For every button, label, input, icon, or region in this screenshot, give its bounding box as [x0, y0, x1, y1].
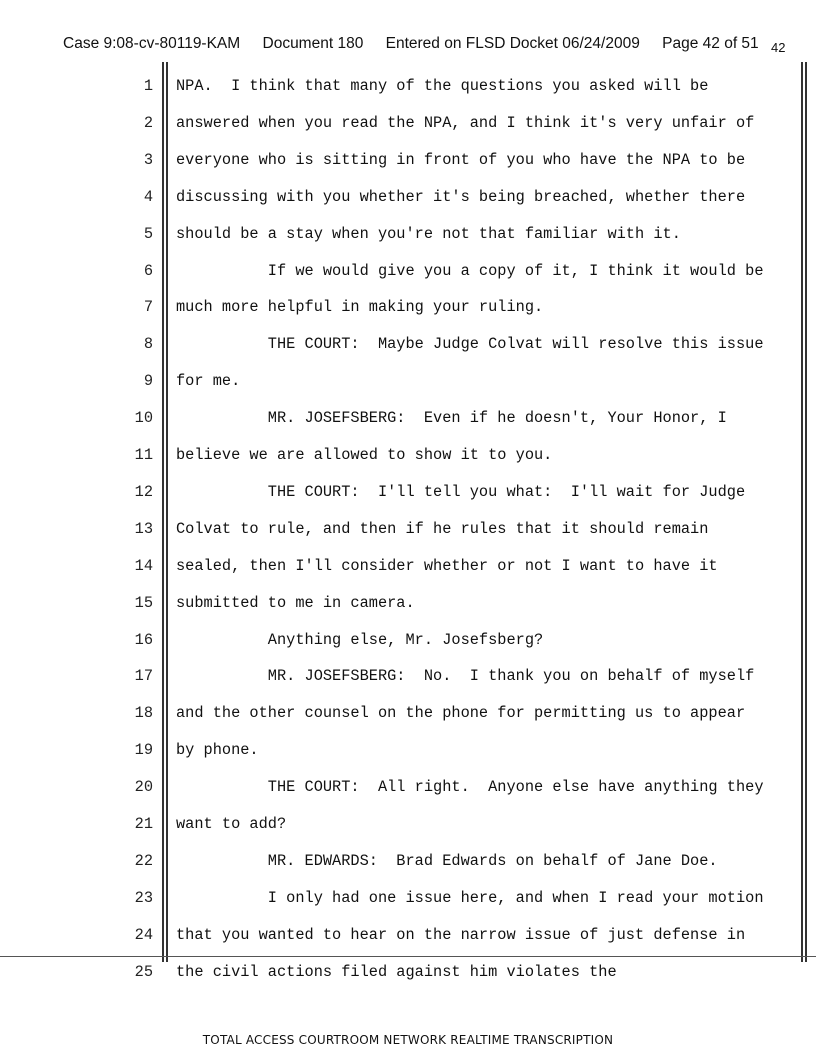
line-number: 15 [134, 593, 153, 612]
line-text: submitted to me in camera. [176, 593, 415, 612]
line-text: I only had one issue here, and when I read your motion [176, 888, 764, 907]
line-number: 4 [143, 187, 153, 206]
line-text: for me. [176, 372, 241, 391]
transcript-line [0, 917, 816, 954]
line-text: Anything else, Mr. Josefsberg? [176, 630, 544, 649]
transcript-line [0, 363, 816, 400]
line-text: sealed, then I'll consider whether or not I want to have it [176, 556, 718, 575]
document-number: Document 180 [262, 35, 364, 52]
transcript-line [0, 843, 816, 880]
line-number: 20 [134, 778, 153, 797]
transcript-line [0, 142, 816, 179]
line-number: 13 [134, 519, 153, 538]
line-number: 17 [134, 667, 153, 686]
line-text: and the other counsel on the phone for permitting us to appear [176, 704, 746, 723]
line-number: 22 [134, 851, 153, 870]
line-text: THE COURT: I'll tell you what: I'll wait for Judge [176, 482, 746, 501]
line-number: 11 [134, 446, 153, 464]
transcript-line [0, 695, 816, 732]
case-number: Case 9:08-cv-80119-KAM [63, 35, 241, 52]
line-text: NPA. I think that many of the questions you asked will be [176, 77, 709, 95]
line-number: 16 [134, 630, 153, 649]
line-text: everyone who is sitting in front of you who have the NPA to be [176, 150, 746, 169]
transcript-line [0, 105, 816, 142]
line-number: 12 [134, 482, 153, 501]
transcript-line [0, 732, 816, 769]
transcript-line [0, 437, 816, 474]
line-number: 23 [134, 888, 153, 907]
line-text: Colvat to rule, and then if he rules that it should remain [176, 519, 709, 538]
transcript-line [0, 585, 816, 622]
transcript-line [0, 658, 816, 695]
transcript-line [0, 954, 816, 991]
transcript-line [0, 806, 816, 843]
line-text: the civil actions filed against him violates the [176, 962, 617, 981]
line-number: 6 [143, 261, 153, 280]
line-number: 9 [143, 372, 153, 391]
line-text: MR. EDWARDS: Brad Edwards on behalf of Jane Doe. [176, 851, 718, 870]
transcript-line [0, 179, 816, 216]
line-number: 1 [143, 77, 153, 95]
line-number: 5 [143, 224, 153, 243]
line-text: THE COURT: All right. Anyone else have anything they [176, 778, 764, 797]
line-text: that you wanted to hear on the narrow issue of just defense in [176, 925, 746, 944]
docket-entry: Entered on FLSD Docket 06/24/2009 [385, 35, 640, 52]
docket-header [63, 35, 816, 53]
line-text: THE COURT: Maybe Judge Colvat will resolve this issue [176, 335, 764, 354]
transcript-line [0, 511, 816, 548]
line-number: 3 [143, 150, 153, 169]
transcript-footer: TOTAL ACCESS COURTROOM NETWORK REALTIME TRANSCRIPTION [202, 1033, 614, 1047]
transcript-line [0, 880, 816, 917]
line-text: MR. JOSEFSBERG: Even if he doesn't, Your Honor, I [176, 409, 727, 428]
transcript-line [0, 400, 816, 437]
transcript-line [0, 474, 816, 511]
line-text: should be a stay when you're not that familiar with it. [176, 224, 681, 243]
line-number: 21 [134, 815, 153, 833]
line-number: 8 [143, 335, 153, 354]
transcript-line [0, 769, 816, 806]
line-text: If we would give you a copy of it, I think it would be [176, 261, 764, 280]
line-text: much more helpful in making your ruling. [176, 298, 544, 317]
line-text: by phone. [176, 741, 259, 760]
transcript-line [0, 289, 816, 326]
line-number: 19 [134, 741, 153, 760]
transcript-line [0, 622, 816, 659]
line-number: 25 [134, 962, 153, 981]
transcript-line [0, 548, 816, 585]
transcript-line [0, 68, 816, 105]
line-number: 7 [143, 298, 153, 317]
line-text: discussing with you whether it's being breached, whether there [176, 187, 746, 206]
transcript-line [0, 216, 816, 253]
transcript-line [0, 326, 816, 363]
line-number: 2 [143, 113, 153, 132]
page-count: Page 42 of 51 [662, 35, 759, 52]
transcript-page-number: 42 [770, 40, 786, 55]
line-text: MR. JOSEFSBERG: No. I thank you on behalf of myself [176, 667, 755, 686]
line-number: 24 [134, 925, 153, 944]
line-text: answered when you read the NPA, and I think it's very unfair of [176, 113, 755, 132]
line-text: believe we are allowed to show it to you. [176, 446, 553, 464]
line-number: 14 [134, 556, 153, 575]
transcript-line [0, 253, 816, 290]
line-number: 18 [134, 704, 153, 723]
line-text: want to add? [176, 815, 287, 833]
line-number: 10 [134, 409, 153, 428]
